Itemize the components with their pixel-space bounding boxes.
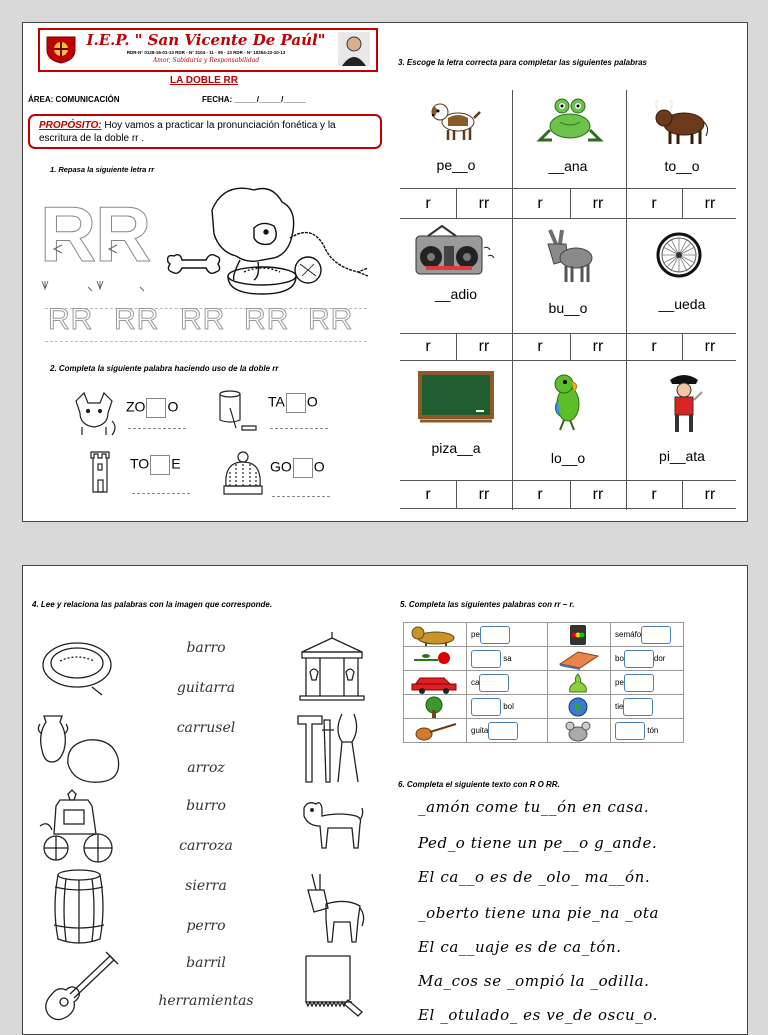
word-torro: to__o xyxy=(664,158,700,174)
option-rr[interactable]: rr xyxy=(704,338,716,355)
word-prefix: tie xyxy=(615,701,624,711)
letter-box[interactable] xyxy=(293,458,313,478)
word-burro: bu__o xyxy=(548,300,588,316)
saw-icon xyxy=(296,950,366,1020)
answer-box[interactable] xyxy=(471,698,501,716)
word-cell xyxy=(611,695,684,719)
trace-letter-r: R xyxy=(95,190,152,278)
barrel-icon xyxy=(52,869,106,945)
word-barro: barro xyxy=(186,640,226,656)
word-perro: pe__o xyxy=(436,157,476,173)
answer-box[interactable] xyxy=(615,722,645,740)
word-suffix: O xyxy=(313,458,325,475)
bull-icon xyxy=(650,96,710,146)
school-name: I.E.P. " San Vicente De Paúl" xyxy=(86,31,326,49)
option-r[interactable]: r xyxy=(537,195,543,212)
word-suffix: sa xyxy=(503,653,512,663)
answer-line[interactable] xyxy=(272,496,330,497)
dog-cartoon-icon xyxy=(404,624,464,646)
pic-cell xyxy=(548,647,611,671)
tower-icon xyxy=(88,450,112,494)
pic-cell xyxy=(404,695,467,719)
exercise-5-instruction: 5. Completa las siguientes palabras con rr – r. xyxy=(400,600,575,609)
traffic-light-icon xyxy=(548,624,608,646)
word-guitarra: guitarra xyxy=(176,680,236,696)
tracing-rr: RR xyxy=(244,303,290,336)
sentence-6: Ma_cos se _ompió la _odilla. xyxy=(418,972,650,990)
tracing-rr: RR xyxy=(48,303,94,336)
option-rr[interactable]: rr xyxy=(478,486,490,503)
word-loro: lo__o xyxy=(550,450,586,466)
worksheet-title: LA DOBLE RR xyxy=(170,75,238,86)
word-prefix: TA xyxy=(268,393,285,410)
pic-cell xyxy=(548,695,611,719)
guitar-color-icon xyxy=(404,720,464,742)
word-radio: __adio xyxy=(434,286,478,302)
letter-box[interactable] xyxy=(146,398,166,418)
grid-hline xyxy=(400,188,736,189)
answer-line[interactable] xyxy=(128,428,186,429)
answer-box[interactable] xyxy=(479,674,509,692)
word-cell xyxy=(611,719,684,743)
purpose-box xyxy=(28,114,382,149)
word-suffix: bol xyxy=(503,701,514,711)
carriage-icon xyxy=(38,790,118,866)
word-carrusel: carrusel xyxy=(176,720,236,736)
stroke-arrows-icon xyxy=(40,205,160,295)
word-cell xyxy=(467,623,548,647)
option-rr[interactable]: rr xyxy=(592,486,604,503)
paint-can-icon xyxy=(216,388,258,432)
word-arroz: arroz xyxy=(187,760,225,776)
sentence-2: Ped_o tiene un pe__o g_ande. xyxy=(418,834,658,852)
word-carroza: carroza xyxy=(179,838,233,854)
sentence-5: El ca__uaje es de ca_tón. xyxy=(418,938,622,956)
mouse-icon xyxy=(548,720,608,742)
school-motto: Amor, Sabiduría y Responsabilidad xyxy=(152,57,260,64)
word-burro: burro xyxy=(186,798,226,814)
letter-box[interactable] xyxy=(286,393,306,413)
tracing-rr: RR xyxy=(180,303,226,336)
pic-cell xyxy=(548,623,611,647)
option-r[interactable]: r xyxy=(425,486,431,503)
school-header xyxy=(38,28,378,72)
fox-icon xyxy=(72,391,118,437)
word-prefix: bo xyxy=(615,653,624,663)
word-prefix: GO xyxy=(270,458,292,475)
wool-hat-icon xyxy=(220,450,266,496)
word-prefix: semáfo xyxy=(615,629,642,639)
option-rr[interactable]: rr xyxy=(592,338,604,355)
word-cell xyxy=(611,647,684,671)
area-label: ÁREA: COMUNICACIÓN xyxy=(28,95,120,104)
car-icon xyxy=(404,672,464,694)
eraser-icon xyxy=(548,648,608,670)
answer-box[interactable] xyxy=(480,626,510,644)
pic-cell xyxy=(404,647,467,671)
answer-box[interactable] xyxy=(488,722,518,740)
word-pizarra: piza__a xyxy=(431,440,481,456)
chalkboard-icon xyxy=(418,371,494,423)
rose-icon xyxy=(404,648,464,670)
pirate-icon xyxy=(662,370,706,434)
grid-hline xyxy=(400,508,736,509)
answer-box[interactable] xyxy=(623,698,653,716)
option-rr[interactable]: rr xyxy=(478,195,490,212)
word-fill-gorro xyxy=(270,458,325,478)
word-fill-torre xyxy=(130,455,181,475)
word-cell xyxy=(467,647,548,671)
pic-cell xyxy=(404,719,467,743)
word-prefix: guita xyxy=(471,725,489,735)
word-prefix: TO xyxy=(130,455,150,472)
grid-hline xyxy=(400,360,736,361)
date-field[interactable]: FECHA: _____/_____/_____ xyxy=(202,95,306,104)
school-crest-icon xyxy=(43,34,79,64)
donkey-outline-icon xyxy=(302,872,366,944)
word-prefix: pe xyxy=(615,677,624,687)
earth-icon xyxy=(548,696,608,718)
word-herramientas: herramientas xyxy=(158,993,254,1009)
word-cell xyxy=(611,623,684,647)
grid-hline xyxy=(400,333,736,334)
answer-line[interactable] xyxy=(270,428,328,429)
word-suffix: tón xyxy=(647,725,659,735)
radio-icon xyxy=(414,226,496,276)
pic-cell xyxy=(404,623,467,647)
pic-cell xyxy=(548,671,611,695)
clay-plate-icon xyxy=(40,637,114,697)
answer-box[interactable] xyxy=(624,674,654,692)
grid-hline xyxy=(400,480,736,481)
donkey-icon xyxy=(542,228,598,284)
exercise-4-instruction: 4. Lee y relaciona las palabras con la imagen que corresponde. xyxy=(32,600,273,609)
option-rr[interactable]: rr xyxy=(704,486,716,503)
word-rana: __ana xyxy=(548,158,588,174)
pear-icon xyxy=(548,672,608,694)
word-barril: barril xyxy=(186,955,226,971)
tracing-rr: RR xyxy=(308,303,354,336)
word-cell xyxy=(467,695,548,719)
word-suffix: dor xyxy=(653,653,666,663)
exercise-1-instruction: 1. Repasa la siguiente letra rr xyxy=(50,165,155,174)
clay-pot-and-rock-icon xyxy=(38,710,124,786)
option-rr[interactable]: rr xyxy=(478,338,490,355)
dog-outline-icon xyxy=(300,800,364,852)
answer-box[interactable] xyxy=(471,650,501,668)
sentence-3: El ca__o es de _olo_ ma__ón. xyxy=(418,868,651,886)
sentence-1: _amón come tu__ón en casa. xyxy=(418,798,650,816)
dog-icon xyxy=(428,96,484,142)
word-suffix: O xyxy=(306,393,318,410)
option-r[interactable]: r xyxy=(651,338,657,355)
sentence-4: _oberto tiene una pie_na _ota xyxy=(418,904,660,922)
frog-icon xyxy=(538,96,600,144)
purpose-text: Hoy vamos a practicar la pronunciación fonética y la escritura de la doble rr . xyxy=(39,120,336,144)
option-r[interactable]: r xyxy=(651,195,657,212)
trace-letter-r: R xyxy=(40,190,97,278)
exercise-5-table xyxy=(403,622,684,743)
tools-icon xyxy=(294,710,368,786)
tree-icon xyxy=(404,696,464,718)
word-pirata: pi__ata xyxy=(659,448,705,464)
word-sierra: sierra xyxy=(185,878,227,894)
tracing-rr: RR xyxy=(114,303,160,336)
pic-cell xyxy=(404,671,467,695)
word-cell xyxy=(611,671,684,695)
option-rr[interactable]: rr xyxy=(592,195,604,212)
pic-cell xyxy=(548,719,611,743)
word-cell xyxy=(467,719,548,743)
option-r[interactable]: r xyxy=(425,338,431,355)
word-fill-tarro xyxy=(268,393,318,413)
word-prefix: ca xyxy=(471,677,480,687)
word-perro: perro xyxy=(186,918,226,934)
exercise-6-instruction: 6. Completa el siguiente texto con R O RR. xyxy=(398,780,560,789)
word-rueda: __ueda xyxy=(658,296,706,312)
saint-portrait-icon xyxy=(338,32,370,66)
option-r[interactable]: r xyxy=(537,486,543,503)
option-r[interactable]: r xyxy=(537,338,543,355)
word-suffix: E xyxy=(171,455,181,472)
answer-line[interactable] xyxy=(132,493,190,494)
option-rr[interactable]: rr xyxy=(704,195,716,212)
wheel-icon xyxy=(656,232,702,278)
guitar-icon xyxy=(40,950,120,1024)
exercise-2-instruction: 2. Completa la siguiente palabra haciendo uso de la doble rr xyxy=(50,364,279,373)
option-r[interactable]: r xyxy=(425,195,431,212)
word-prefix: ZO xyxy=(126,398,146,415)
answer-box[interactable] xyxy=(641,626,671,644)
answer-box[interactable] xyxy=(624,650,654,668)
parrot-icon xyxy=(544,370,592,430)
word-fill-zorro xyxy=(126,398,178,418)
carousel-icon xyxy=(296,630,368,702)
sentence-7: El _otulado_ es ve_de oscu_o. xyxy=(418,1006,659,1024)
letter-box[interactable] xyxy=(150,455,170,475)
word-cell xyxy=(467,671,548,695)
exercise-3-instruction: 3. Escoge la letra correcta para completar las siguientes palabras xyxy=(398,58,648,67)
school-registration: RDR-N° 0128-16-01-13 RDR - N° 3104 - 11 - 09 - 13 RDR - N° 10254-22-10-13 xyxy=(126,50,286,55)
grid-hline xyxy=(400,218,736,219)
option-r[interactable]: r xyxy=(651,486,657,503)
purpose-label: PROPÓSITO: xyxy=(39,120,102,131)
word-suffix: O xyxy=(167,398,179,415)
dog-with-bowl-illustration xyxy=(162,180,372,302)
word-prefix: pe xyxy=(471,629,480,639)
